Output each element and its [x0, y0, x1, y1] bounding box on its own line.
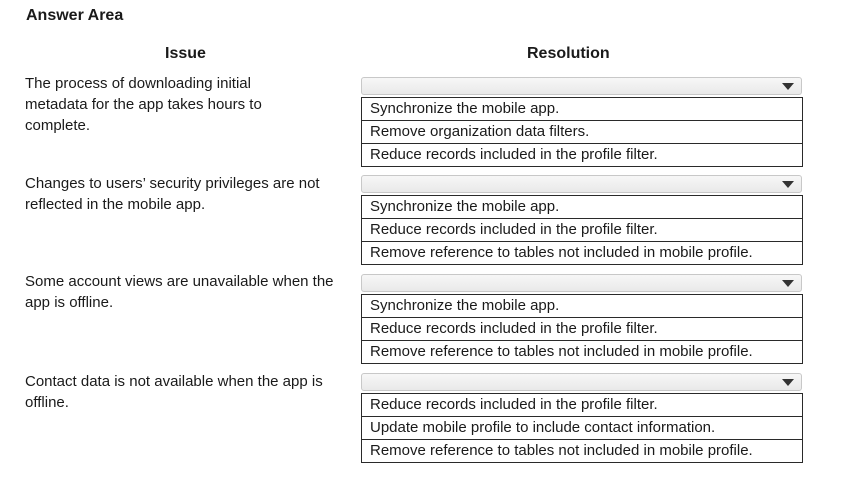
resolution-dropdown[interactable] — [361, 175, 802, 193]
issue-column-header: Issue — [165, 45, 206, 62]
issue-text: The process of downloading initial metadata for the app takes hours to complete. — [25, 75, 262, 134]
resolution-option[interactable]: Remove reference to tables not included in mobile profile. — [370, 244, 753, 261]
resolution-option[interactable]: Reduce records included in the profile filter. — [362, 318, 802, 341]
resolution-option[interactable]: Reduce records included in the profile filter. — [362, 219, 802, 242]
resolution-option[interactable]: Remove reference to tables not included in mobile profile. — [370, 343, 753, 360]
resolution-option[interactable]: Update mobile profile to include contact information. — [362, 417, 802, 440]
chevron-down-icon[interactable] — [777, 375, 799, 389]
chevron-down-icon[interactable] — [777, 177, 799, 191]
issue-text: Contact data is not available when the app is offline. — [25, 373, 323, 411]
chevron-down-icon[interactable] — [777, 79, 799, 93]
resolution-option[interactable]: Reduce records included in the profile filter. — [370, 146, 658, 163]
resolution-dropdown[interactable] — [361, 373, 802, 391]
resolution-dropdown[interactable] — [361, 274, 802, 292]
resolution-option[interactable]: Reduce records included in the profile filter. — [362, 394, 802, 417]
answer-area-title: Answer Area — [26, 7, 124, 24]
resolution-options-list — [361, 393, 803, 463]
resolution-dropdown[interactable] — [361, 77, 802, 95]
resolution-column-header: Resolution — [527, 45, 610, 62]
chevron-down-icon[interactable] — [777, 276, 799, 290]
resolution-options-list — [361, 294, 803, 364]
resolution-options-list — [361, 97, 803, 167]
resolution-option[interactable]: Remove reference to tables not included in mobile profile. — [370, 442, 753, 459]
issue-text: Changes to users’ security privileges are not reflected in the mobile app. — [25, 175, 320, 213]
resolution-options-list — [361, 195, 803, 265]
resolution-option[interactable]: Synchronize the mobile app. — [362, 98, 802, 121]
resolution-option[interactable]: Synchronize the mobile app. — [362, 196, 802, 219]
resolution-option[interactable]: Synchronize the mobile app. — [362, 295, 802, 318]
issue-text: Some account views are unavailable when the app is offline. — [25, 273, 334, 311]
resolution-option[interactable]: Remove organization data filters. — [362, 121, 802, 144]
